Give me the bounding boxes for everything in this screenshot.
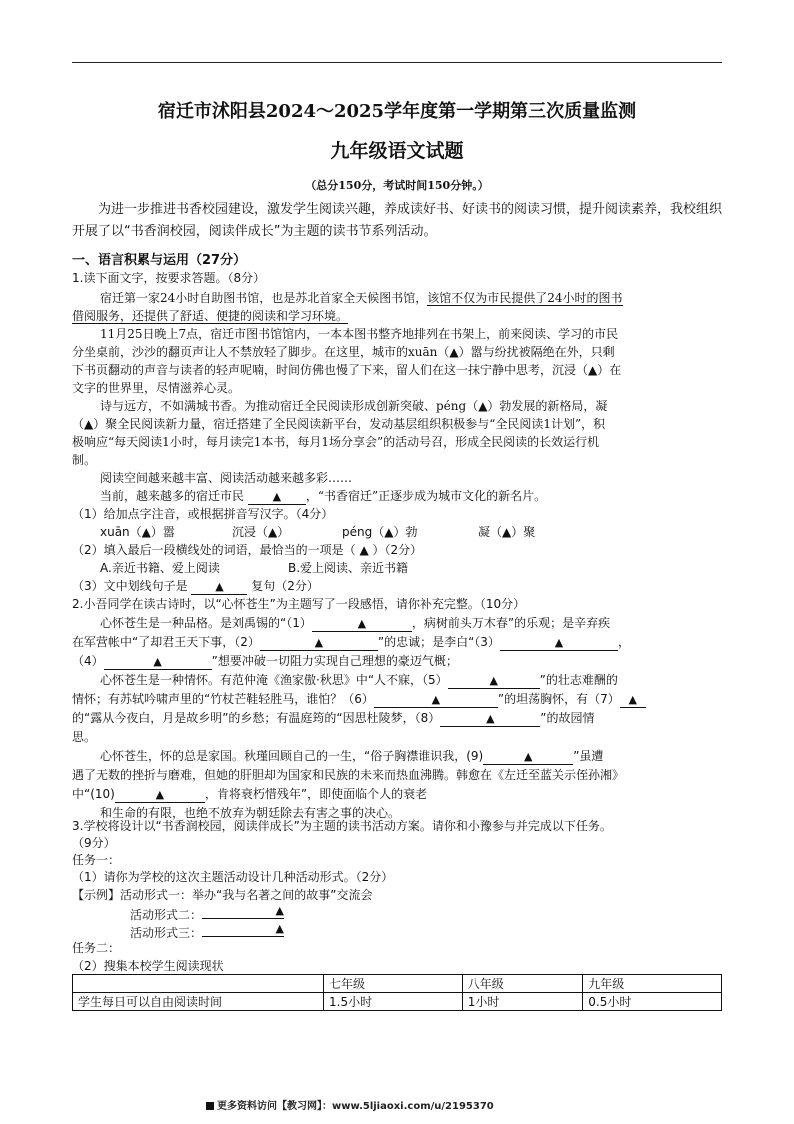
q2-text: ”的壮志难酬的 <box>539 673 618 687</box>
exam-subtitle: 九年级语文试题 <box>330 140 464 162</box>
q1-passage-line: 极响应“每天阅读1小时，每月读完1本书，每月1场分享会”的活动号召，形成全民阅读的长效运行机 <box>72 435 600 449</box>
exam-info: （总分150分，考试时间150分钟。） <box>305 179 489 192</box>
answer-blank[interactable] <box>248 489 306 505</box>
answer-marker-icon: ▲ <box>554 636 564 649</box>
q2-line <box>72 785 427 803</box>
task-two-label: 任务二： <box>72 941 121 955</box>
table-cell: 1.5小时 <box>324 993 463 1011</box>
q2-text: ”的故园情 <box>540 711 595 725</box>
answer-blank[interactable] <box>115 787 205 803</box>
q2-line: 和生命的有限，也绝不放弃为朝廷除去有害之事的决心。 <box>100 806 401 820</box>
answer-marker-icon: ▲ <box>314 636 324 649</box>
example-line <box>72 886 372 903</box>
footer-text: 更多资料访问【教习网】：www.5ljiaoxi.com/u/2195370 <box>217 1101 494 1112</box>
q2-text: 在军营帐中“了却君王天下事，（2） <box>72 635 260 649</box>
q1-sub1-item: 沉浸（▲） <box>232 525 290 539</box>
answer-marker-icon: ▲ <box>153 655 162 668</box>
q2-line <box>72 633 630 651</box>
answer-blank[interactable] <box>104 654 212 670</box>
table-header-row <box>73 975 722 993</box>
activity-form-two <box>130 904 284 923</box>
answer-blank[interactable] <box>191 579 247 595</box>
q1-sub3-text: 复句（2分） <box>251 579 319 593</box>
exam-title: 宿迁市沭阳县2024～2025学年度第一学期第三次质量监测 <box>157 101 637 122</box>
q2-line <box>100 671 618 689</box>
answer-blank[interactable] <box>312 616 412 632</box>
answer-blank[interactable] <box>374 692 498 708</box>
q2-line <box>72 652 458 670</box>
q2-text: ”想要冲破一切阻力实现自己理想的豪迈气概； <box>211 654 458 668</box>
q2-line <box>100 747 603 765</box>
underlined-sentence-cont <box>72 307 348 324</box>
q2-line: 遇了无数的挫折与磨难，但她的肝胆却为国家和民族的未来而热血沸腾。韩愈在《左迁至蓝关示侄孙湘》 <box>72 768 625 782</box>
answer-marker-icon: ▲ <box>523 750 533 763</box>
q2-text: ，肯将衰朽惜残年”，即使面临个人的衰老 <box>204 787 428 801</box>
answer-marker-icon: ▲ <box>431 693 441 706</box>
q2-text: 心怀苍生是一种品格。是刘禹锡的“（1） <box>100 616 312 630</box>
answer-blank[interactable] <box>202 922 284 937</box>
activity-form-label: 活动形式二： <box>130 908 203 922</box>
q2-text: 心怀苍生是一种情怀。有范仲淹《渔家傲·秋思》中“人不寐，（5） <box>100 673 448 687</box>
q2-text: （4） <box>72 654 104 668</box>
answer-blank[interactable] <box>448 673 540 689</box>
table-row <box>73 993 722 1011</box>
q2-text: ”的忠诚；是李白“（3） <box>377 635 500 649</box>
q1-sub1: （1）给加点字注音，或根据拼音写汉字。（4分） <box>72 507 334 521</box>
q2-text: ”的坦荡胸怀，有（7） <box>497 692 620 706</box>
activity-form-three <box>130 922 284 941</box>
reading-time-table <box>72 974 722 1011</box>
answer-marker-icon: ▲ <box>275 904 285 917</box>
q1-fill-text: ，“书香宿迁”正逐步成为城市文化的新名片。 <box>305 489 547 503</box>
q1-sub1-item: 凝（▲）聚 <box>478 525 536 539</box>
q1-sub2-option-a[interactable]: A.亲近书籍、爱上阅读 <box>100 561 220 575</box>
section-heading: 一、语言积累与运用（27分） <box>72 253 247 268</box>
answer-marker-icon: ▲ <box>486 712 495 725</box>
q1-stem: 1.读下面文字，按要求答题。（8分） <box>72 271 266 285</box>
q2-text: 心怀苍生，怀的总是家国。秋瑾回顾自己的一生，“俗子胸襟谁识我，(9) <box>100 749 484 763</box>
table-cell: 1小时 <box>462 993 583 1011</box>
q2-text: 情怀；有苏轼吟啸声里的“竹杖芒鞋轻胜马，谁怕？（6） <box>72 692 374 706</box>
q3-stem: 3.学校将设计以“书香润校园，阅读伴成长”为主题的读书活动方案。请你和小豫参与并完成以下任务。 <box>72 819 612 833</box>
answer-marker-icon: ▲ <box>275 922 285 935</box>
q2-text: ， <box>617 635 630 649</box>
answer-marker-icon: ▲ <box>489 674 498 687</box>
q1-passage-line: 文字的世界里，尽情滋养心灵。 <box>72 381 241 395</box>
example-label: 【示例】 <box>72 888 121 902</box>
answer-marker-icon: ▲ <box>215 580 224 593</box>
table-header-cell: 七年级 <box>324 975 463 993</box>
q3-stem-score: （9分） <box>72 836 116 850</box>
table-cell: 0.5小时 <box>583 993 722 1011</box>
answer-marker-icon: ▲ <box>357 617 367 630</box>
q2-text: ”虽遭 <box>573 749 604 763</box>
q2-line <box>72 709 595 727</box>
answer-marker-icon: ▲ <box>155 788 165 801</box>
q1-sub1-item: péng（▲）勃 <box>342 525 418 539</box>
answer-blank[interactable] <box>260 635 378 651</box>
q1-passage-line: 分坐桌前，沙沙的翻页声让人不禁放轻了脚步。在这里，城市的xuān（▲）嚣与纷扰被隔绝在外，只剩 <box>72 345 615 359</box>
task-two-question: （2）搜集本校学生阅读现状 <box>72 959 224 973</box>
footer-link[interactable] <box>206 1097 494 1112</box>
q1-fill-line <box>100 487 546 505</box>
answer-blank[interactable] <box>483 749 573 765</box>
q1-sub2: （2）填入最后一段横线处的词语，最恰当的一项是（ ▲ ）（2分） <box>72 543 423 557</box>
q2-text: 的“露从今夜白，月是故乡明”的乡愁；有温庭筠的“因思杜陵梦，（8） <box>72 711 441 725</box>
q2-line <box>100 614 610 632</box>
q1-passage-line: 诗与远方，不如满城书香。为推动宿迁全民阅读形成创新突破、péng（▲）勃发展的新格局，凝 <box>100 399 608 413</box>
task-one-label: 任务一： <box>72 853 121 867</box>
q2-line <box>72 690 646 708</box>
q1-fill-text: 当前，越来越多的宿迁市民 <box>100 489 245 503</box>
answer-blank[interactable] <box>500 635 618 651</box>
activity-form-label: 活动形式三： <box>130 926 203 940</box>
q1-sub3 <box>72 577 319 595</box>
q1-passage-line: 11月25日晚上7点，宿迁市图书馆馆内，一本本图书整齐地排列在书架上，前来阅读、学习的市民 <box>100 327 619 341</box>
underlined-sentence: 该馆不仅为市民提供了24小时的图书 <box>427 291 623 305</box>
q1-sub1-item: xuān（▲）嚣 <box>100 525 175 539</box>
table-header-cell: 八年级 <box>462 975 583 993</box>
q1-passage-text: 宿迁第一家24小时自助图书馆，也是苏北首家全天候图书馆， <box>100 291 428 305</box>
answer-marker-icon: ▲ <box>628 693 637 706</box>
intro-paragraph: 为进一步推进书香校园建设，激发学生阅读兴趣，养成读好书、好读书的阅读习惯，提升阅读素养，我校组织开展了以“书香润校园，阅读伴成长”为主题的读书节系列活动。 <box>72 202 723 239</box>
q2-text: 中“(10) <box>72 787 115 801</box>
answer-marker-icon: ▲ <box>272 490 282 503</box>
top-rule <box>72 62 722 63</box>
q1-passage-line: 下书页翻动的声音与读者的轻声呢喃，时间仿佛也慢了下来，留人们在这一抹宁静中思考，沉浸（▲）在 <box>72 363 622 377</box>
task-one-question: （1）请你为学校的这次主题活动设计几种活动形式。（2分） <box>72 870 394 884</box>
q2-stem: 2.小吾同学在读古诗时，以“心怀苍生”为主题写了一段感悟，请你补充完整。（10分） <box>72 597 526 611</box>
flag-icon <box>206 1102 214 1110</box>
table-header-cell: 九年级 <box>583 975 722 993</box>
q2-line: 思。 <box>72 730 97 744</box>
task-two-question-line <box>72 957 224 974</box>
q1-sub3-text: （3）文中划线句子是 <box>72 579 188 593</box>
table-header-cell <box>73 975 324 993</box>
q1-passage-line <box>100 289 623 306</box>
answer-blank[interactable] <box>202 904 284 919</box>
answer-blank[interactable] <box>440 711 540 727</box>
q1-passage-line: 阅读空间越来越丰富、阅读活动越来越多彩…… <box>100 471 353 485</box>
table-cell: 学生每日可以自由阅读时间 <box>73 993 324 1011</box>
q1-passage-line: （▲）聚全民阅读新力量，宿迁搭建了全民阅读新平台，发动基层组织积极参与“全民阅读1计划”，积 <box>72 417 606 431</box>
q2-text: ，病树前头万木春”的乐观；是辛弃疾 <box>411 616 611 630</box>
q1-passage-line: 制。 <box>72 453 97 467</box>
example-text: 活动形式一：举办“我与名著之间的故事”交流会 <box>120 888 373 902</box>
underlined-sentence-part: 借阅服务，还提供了舒适、便捷的阅读和学习环境。 <box>72 309 349 323</box>
answer-blank[interactable] <box>620 692 646 708</box>
q1-sub2-option-b[interactable]: B.爱上阅读、亲近书籍 <box>288 561 409 575</box>
